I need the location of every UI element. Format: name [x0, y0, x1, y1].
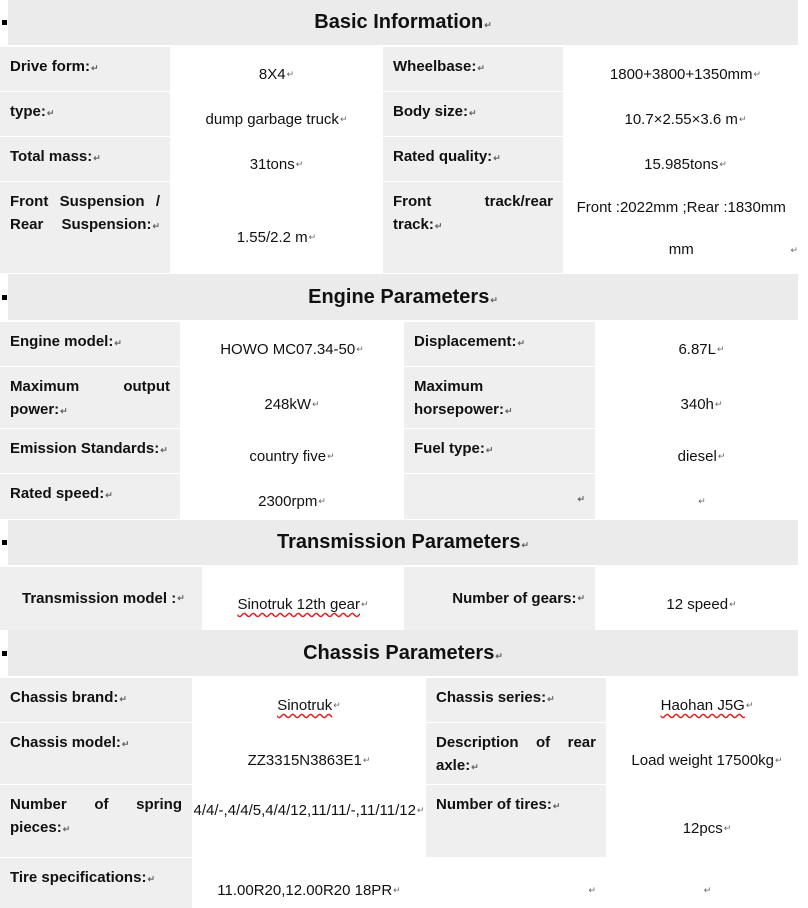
table-row	[0, 722, 808, 785]
spec-value: Haohan J5G ↵	[606, 678, 808, 723]
table-row	[0, 136, 808, 182]
spec-label: Transmission model : ↵	[0, 567, 202, 630]
spec-label: ↵	[404, 474, 595, 519]
spec-value: Front :2022mm ;Rear :1830mm mm ↵	[563, 182, 808, 273]
spec-value: 1.55/2.2 m ↵	[170, 182, 383, 273]
spec-value: ↵	[606, 858, 808, 908]
spec-value: 6.87L ↵	[595, 322, 808, 367]
spec-label: Chassis series:↵	[426, 678, 606, 723]
spec-value: 12pcs ↵	[606, 785, 808, 858]
spec-label: Rated quality:↵	[383, 137, 563, 182]
section-title: Chassis Parameters	[303, 642, 495, 664]
table-row	[0, 366, 808, 429]
spec-value: dump garbage truck ↵	[170, 92, 383, 137]
spec-value: 248kW ↵	[180, 367, 404, 429]
spec-label: Number of tires:↵	[426, 785, 606, 858]
table-row	[0, 321, 808, 367]
spec-label: Chassis model:↵	[0, 723, 192, 785]
spec-value: country five ↵	[180, 429, 404, 474]
section-title: Engine Parameters	[308, 286, 490, 308]
spec-value: HOWO MC07.34-50 ↵	[180, 322, 404, 367]
table-row	[0, 428, 808, 474]
spec-label: ↵	[426, 858, 606, 908]
spec-label: Maximum output power:↵	[0, 367, 180, 429]
section-bullet	[2, 20, 7, 25]
spec-value: Sinotruk ↵	[192, 678, 426, 723]
section-bullet	[2, 540, 7, 545]
spec-value: 11.00R20,12.00R20 18PR ↵	[192, 858, 426, 908]
spec-label: Wheelbase:↵	[383, 47, 563, 92]
table-row	[0, 857, 808, 908]
spec-label: Emission Standards:↵	[0, 429, 180, 474]
spec-value: 1800+3800+1350mm ↵	[563, 47, 808, 92]
table-row	[0, 473, 808, 519]
section-title: Transmission Parameters	[276, 531, 521, 553]
spec-label: Body size:↵	[383, 92, 563, 137]
spec-label: Drive form:↵	[0, 47, 170, 92]
spec-value: Load weight 17500kg ↵	[606, 723, 808, 785]
table-row	[0, 566, 808, 630]
spec-label: Tire specifications:↵	[0, 858, 192, 908]
spec-value: ZZ3315N3863E1 ↵	[192, 723, 426, 785]
spec-value: Sinotruk 12th gear ↵	[202, 567, 404, 630]
spec-value: 2300rpm ↵	[180, 474, 404, 519]
spec-label: Front Suspension / Rear Suspension:↵	[0, 182, 170, 273]
section-title: Basic Information	[314, 11, 484, 33]
section-bullet	[2, 295, 7, 300]
section-header-transmission: Transmission Parameters↵	[8, 520, 798, 565]
spec-value: ↵	[595, 474, 808, 519]
spec-value: 12 speed ↵	[595, 567, 808, 630]
spec-label: Description of rear axle:↵	[426, 723, 606, 785]
spec-value: 15.985tons ↵	[563, 137, 808, 182]
spec-label: Displacement:↵	[404, 322, 595, 367]
table-row	[0, 181, 808, 273]
spec-value: diesel ↵	[595, 429, 808, 474]
section-header-engine: Engine Parameters↵	[8, 274, 798, 320]
spec-label: Number of spring pieces:↵	[0, 785, 192, 858]
spec-label: Chassis brand:↵	[0, 678, 192, 723]
spec-value: 340h ↵	[595, 367, 808, 429]
section-header-chassis: Chassis Parameters↵	[8, 630, 798, 676]
spec-label: Maximum horsepower:↵	[404, 367, 595, 429]
section-header-basic: Basic Information↵	[8, 0, 798, 45]
spec-label: Total mass:↵	[0, 137, 170, 182]
table-row	[0, 677, 808, 723]
spec-label: type:↵	[0, 92, 170, 137]
spec-label: Engine model:↵	[0, 322, 180, 367]
spec-label: Rated speed:↵	[0, 474, 180, 519]
table-row	[0, 784, 808, 858]
spec-value: 10.7×2.55×3.6 m ↵	[563, 92, 808, 137]
spec-label: Front track/rear track:↵	[383, 182, 563, 273]
table-row	[0, 46, 808, 92]
section-bullet	[2, 651, 7, 656]
spec-value: 31tons ↵	[170, 137, 383, 182]
spec-value: 8X4 ↵	[170, 47, 383, 92]
spec-value: 4/4/-,4/4/5,4/4/12,11/11/-,11/11/12 ↵	[192, 785, 426, 858]
spec-label: Number of gears: ↵	[404, 567, 595, 630]
spec-label: Fuel type:↵	[404, 429, 595, 474]
table-row	[0, 91, 808, 137]
